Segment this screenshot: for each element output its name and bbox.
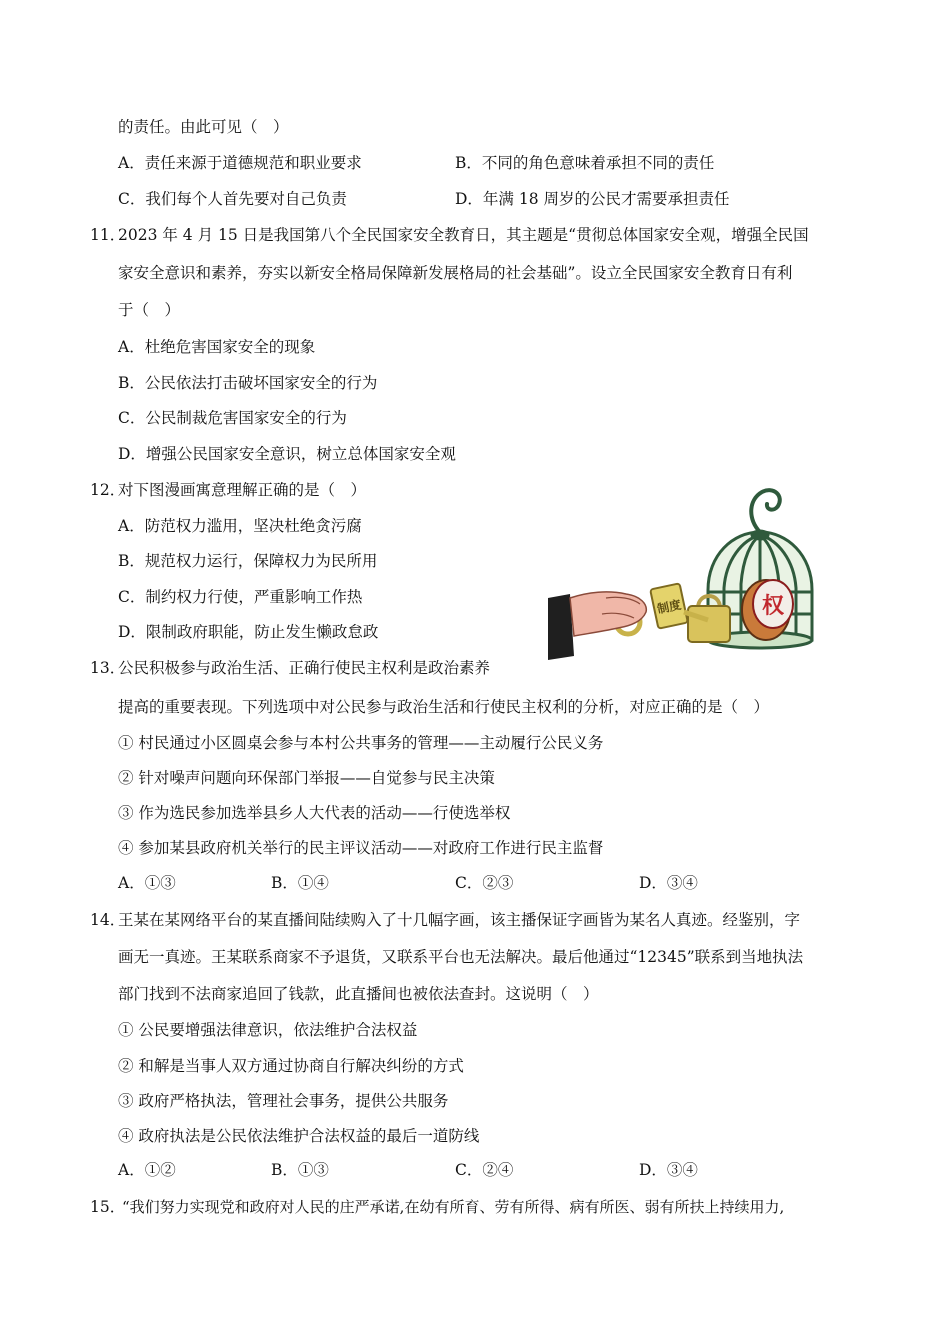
q14-item-1: ① 公民要增强法律意识，依法维护合法权益 — [118, 1021, 418, 1039]
q11-option-a: A．杜绝危害国家安全的现象 — [118, 338, 316, 356]
hand-icon — [548, 592, 646, 660]
q13-number: 13． — [90, 659, 126, 677]
q13-stem-line-2: 提高的重要表现。下列选项中对公民参与政治生活和行使民主权利的分析，对应正确的是（ ） — [118, 698, 770, 716]
q14-option-a: A．①② — [118, 1161, 176, 1179]
q11-stem-line-2: 家安全意识和素养，夯实以新安全格局保障新发展格局的社会基础”。设立全民国家安全教育日有利 — [118, 264, 793, 282]
cage-label: 权 — [761, 593, 785, 619]
q13-item-2: ② 针对噪声问题向环保部门举报——自觉参与民主决策 — [118, 769, 495, 787]
q11-option-c: C．公民制裁危害国家安全的行为 — [118, 409, 347, 427]
cage-hook-icon — [751, 490, 780, 532]
q14-number: 14． — [90, 911, 126, 929]
q11-option-b: B．公民依法打击破坏国家安全的行为 — [118, 374, 378, 392]
q13-item-3: ③ 作为选民参加选举县乡人大代表的活动——行使选举权 — [118, 804, 511, 822]
key-label: 制度 — [656, 597, 683, 617]
q14-item-2: ② 和解是当事人双方通过协商自行解决纠纷的方式 — [118, 1057, 464, 1075]
q10-option-c: C．我们每个人首先要对自己负责 — [118, 190, 347, 208]
q14-stem-line-3: 部门找到不法商家追回了钱款，此直播间也被依法查封。这说明（ ） — [118, 985, 599, 1003]
q10-option-a: A．责任来源于道德规范和职业要求 — [118, 154, 362, 172]
q12-option-a: A．防范权力滥用，坚决杜绝贪污腐 — [118, 517, 362, 535]
cartoon-power-cage-illustration — [548, 480, 818, 660]
q13-option-c: C．②③ — [455, 874, 514, 892]
q13-item-1: ① 村民通过小区圆桌会参与本村公共事务的管理——主动履行公民义务 — [118, 734, 604, 752]
q10-option-b: B．不同的角色意味着承担不同的责任 — [455, 154, 715, 172]
q12-option-b: B．规范权力运行，保障权力为民所用 — [118, 552, 378, 570]
q13-option-d: D．③④ — [639, 874, 698, 892]
q13-stem-line-1: 公民积极参与政治生活、正确行使民主权利是政治素养 — [118, 659, 491, 677]
q11-option-d: D．增强公民国家安全意识，树立总体国家安全观 — [118, 445, 456, 463]
q11-number: 11． — [90, 226, 126, 244]
q14-item-3: ③ 政府严格执法，管理社会事务，提供公共服务 — [118, 1092, 449, 1110]
q15-number: 15． — [90, 1198, 126, 1216]
q14-stem-line-1: 王某在某网络平台的某直播间陆续购入了十几幅字画，该主播保证字画皆为某名人真迹。经鉴别，字 — [118, 911, 801, 929]
q11-stem-line-1: 2023 年 4 月 15 日是我国第八个全民国家安全教育日，其主题是“贯彻总体国家安全观，增强全民国 — [118, 226, 809, 244]
q12-stem: 对下图漫画寓意理解正确的是（ ） — [118, 481, 367, 499]
q14-item-4: ④ 政府执法是公民依法维护合法权益的最后一道防线 — [118, 1127, 480, 1145]
q14-option-c: C．②④ — [455, 1161, 514, 1179]
q10-stem-cont: 的责任。由此可见（ ） — [118, 118, 289, 136]
q13-item-4: ④ 参加某县政府机关举行的民主评议活动——对政府工作进行民主监督 — [118, 839, 604, 857]
q15-stem-line-1: “我们努力实现党和政府对人民的庄严承诺,在幼有所育、劳有所得、病有所医、弱有所扶上持续用力, — [122, 1198, 785, 1216]
q11-stem-line-3: 于（ ） — [118, 301, 181, 319]
q12-number: 12． — [90, 481, 126, 499]
q10-option-d: D．年满 18 周岁的公民才需要承担责任 — [455, 190, 730, 208]
q14-option-b: B．①③ — [271, 1161, 329, 1179]
q12-option-c: C．制约权力行使，严重影响工作热 — [118, 588, 363, 606]
q13-option-a: A．①③ — [118, 874, 176, 892]
q13-option-b: B．①④ — [271, 874, 329, 892]
q12-option-d: D．限制政府职能，防止发生懒政怠政 — [118, 623, 379, 641]
q14-option-d: D．③④ — [639, 1161, 698, 1179]
q14-stem-line-2: 画无一真迹。王某联系商家不予退货，又联系平台也无法解决。最后他通过“12345”联系到当地执法 — [118, 948, 804, 966]
